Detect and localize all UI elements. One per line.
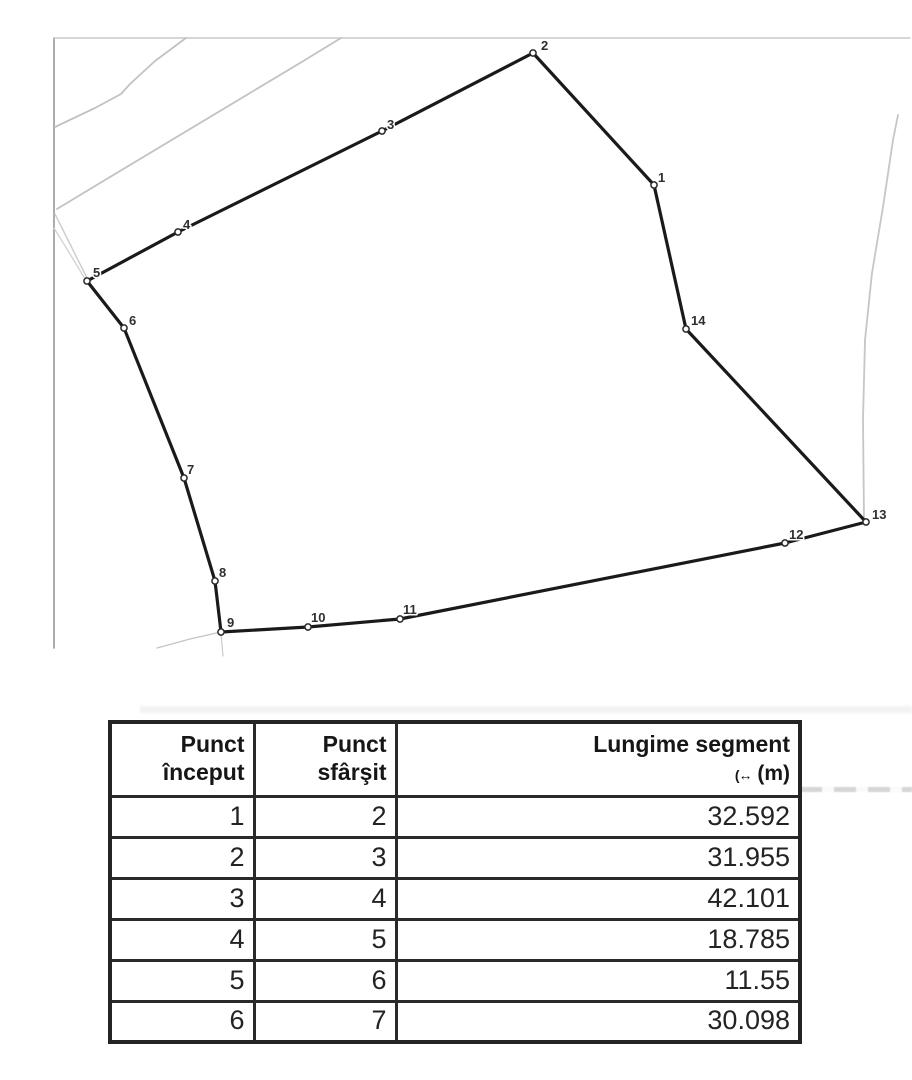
point-marker-13 <box>863 519 869 525</box>
segment-row <box>110 960 800 1001</box>
header-punct-sfarsit <box>254 722 396 796</box>
point-label-3: 3 <box>387 117 395 132</box>
point-marker-1 <box>651 182 657 188</box>
scan-artifact-dashes <box>800 787 912 792</box>
segment-row <box>110 878 800 919</box>
point-label-9: 9 <box>227 615 235 630</box>
point-marker-5 <box>84 278 90 284</box>
point-label-6: 6 <box>129 313 137 328</box>
point-marker-6 <box>121 325 127 331</box>
point-marker-4 <box>175 229 181 235</box>
point-label-7: 7 <box>187 462 195 477</box>
point-marker-2 <box>530 50 536 56</box>
header-lungime-segment <box>396 722 800 796</box>
length-cell: 30.098 <box>396 1001 800 1042</box>
point-marker-3 <box>379 128 385 134</box>
point-marker-12 <box>782 540 788 546</box>
start-point-cell: 2 <box>110 837 254 878</box>
segment-row <box>110 796 800 837</box>
header-punct-sfarsit-line2: sfârşit <box>317 759 387 786</box>
fork-road-a <box>55 214 88 280</box>
length-cell: 31.955 <box>396 837 800 878</box>
scan-artifact-band <box>140 706 912 713</box>
parcel-outline <box>87 53 866 632</box>
header-row <box>110 722 800 796</box>
end-point-cell: 5 <box>254 919 396 960</box>
point-label-12: 12 <box>789 527 804 542</box>
length-cell: 42.101 <box>396 878 800 919</box>
header-lungime-unit-line <box>735 762 790 785</box>
start-point-cell: 5 <box>110 960 254 1001</box>
bottom-cross-road-b <box>221 633 223 656</box>
segment-row <box>110 837 800 878</box>
double-arrow-icon: (↔ <box>734 767 752 784</box>
segments-table <box>108 720 802 1044</box>
end-point-cell: 4 <box>254 878 396 919</box>
point-marker-14 <box>683 326 689 332</box>
length-unit-label: (m) <box>757 762 790 786</box>
header-punct-inceput <box>110 722 254 796</box>
point-label-2: 2 <box>541 38 549 53</box>
point-label-13: 13 <box>872 507 887 522</box>
right-road-curve <box>863 115 898 520</box>
point-label-8: 8 <box>219 565 227 580</box>
end-point-cell: 7 <box>254 1001 396 1042</box>
point-label-14: 14 <box>691 313 706 328</box>
fork-road-b <box>54 228 87 282</box>
segment-row <box>110 1001 800 1042</box>
length-cell: 32.592 <box>396 796 800 837</box>
point-label-1: 1 <box>658 170 666 185</box>
segments-tbody <box>110 796 800 1042</box>
start-point-cell: 4 <box>110 919 254 960</box>
length-cell: 18.785 <box>396 919 800 960</box>
end-point-cell: 3 <box>254 837 396 878</box>
header-punct-inceput-line2: început <box>162 759 245 786</box>
header-punct-inceput-line1: Punct <box>180 731 245 758</box>
point-label-4: 4 <box>183 217 191 232</box>
start-point-cell: 6 <box>110 1001 254 1042</box>
left-road-curve <box>55 38 186 127</box>
length-cell: 11.55 <box>396 960 800 1001</box>
point-marker-9 <box>218 629 224 635</box>
segment-row <box>110 919 800 960</box>
start-point-cell: 1 <box>110 796 254 837</box>
point-label-11: 11 <box>403 602 417 617</box>
point-marker-8 <box>212 578 218 584</box>
point-label-10: 10 <box>311 610 326 625</box>
header-lungime-line1: Lungime segment <box>593 731 790 757</box>
end-point-cell: 6 <box>254 960 396 1001</box>
diagonal-road <box>57 38 341 209</box>
start-point-cell: 3 <box>110 878 254 919</box>
point-label-5: 5 <box>93 265 101 280</box>
header-punct-sfarsit-line1: Punct <box>322 731 387 758</box>
bottom-cross-road-a <box>157 632 221 648</box>
end-point-cell: 2 <box>254 796 396 837</box>
